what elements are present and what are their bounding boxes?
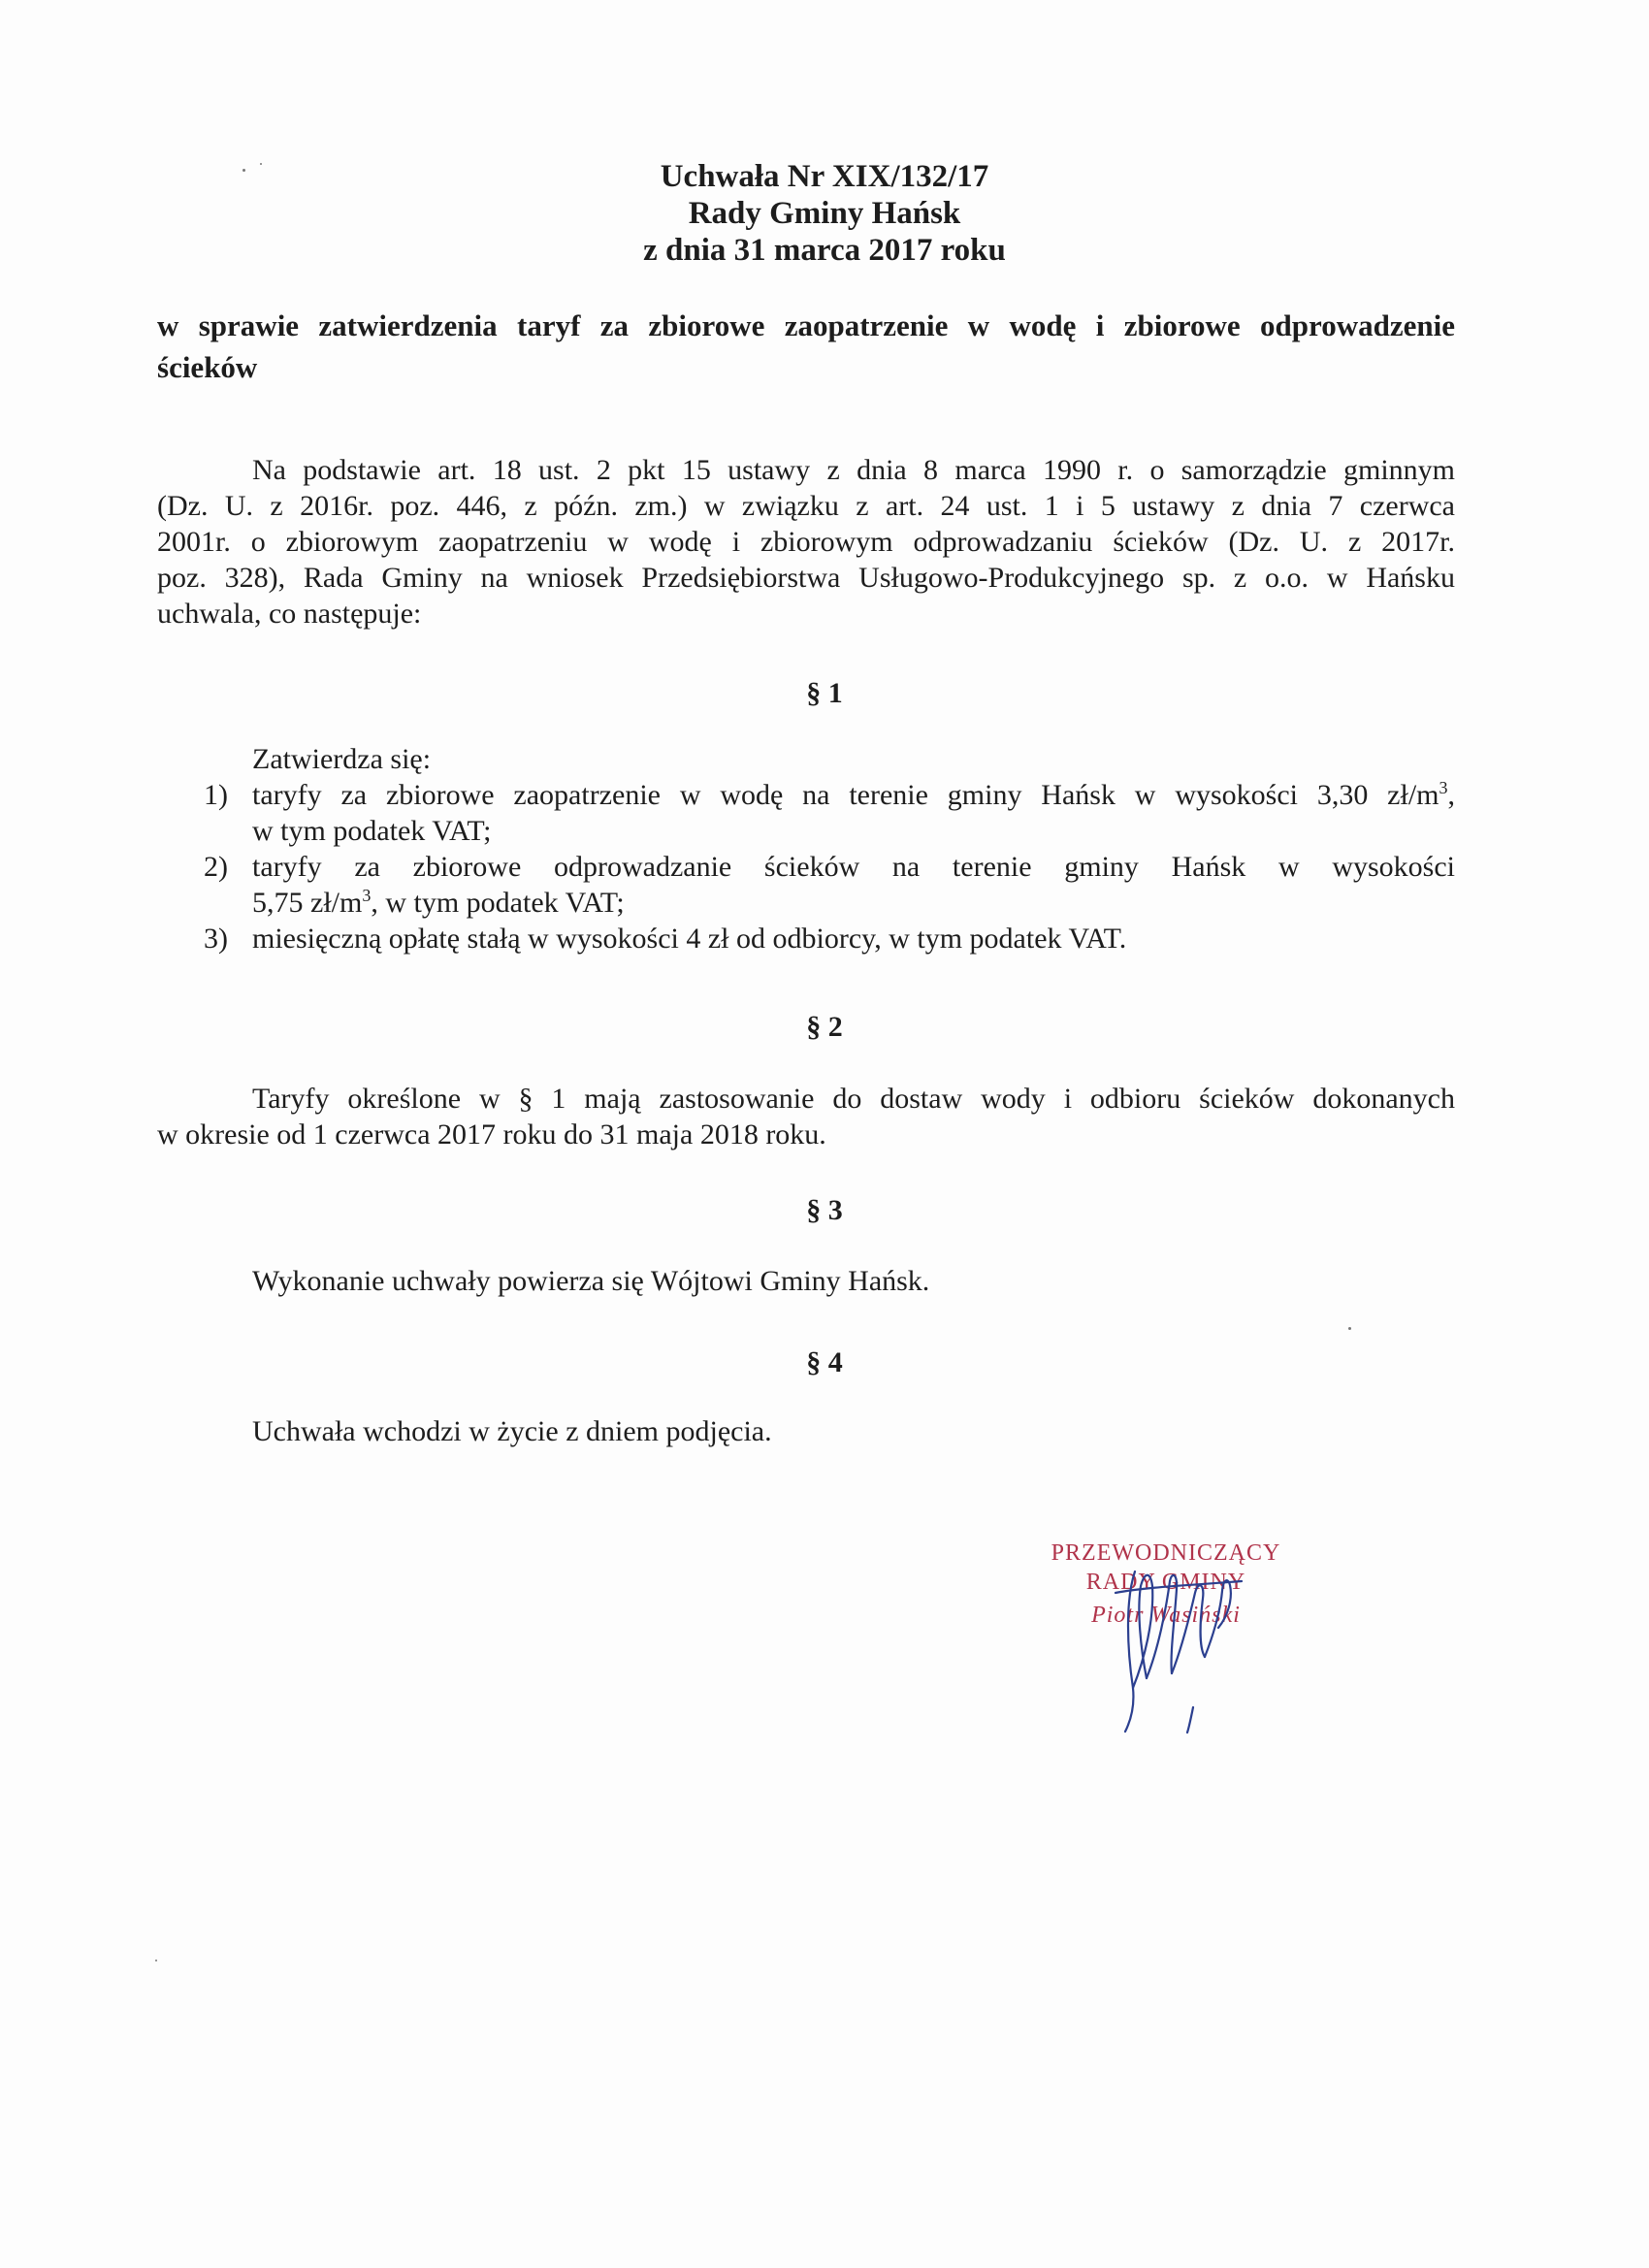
preamble-line: (Dz. U. z 2016r. poz. 446, z późn. zm.) w związku z art. 24 ust. 1 i 5 ustawy z dnia 7 czerwca [157,490,1455,522]
list-item-line: taryfy za zbiorowe zaopatrzenie w wodę na terenie gminy Hańsk w wysokości 3,30 $zł/m^3$, [252,778,1455,811]
list-item-number: 2) [204,851,228,883]
preamble-line: Na podstawie art. 18 ust. 2 pkt 15 ustawy z dnia 8 marca 1990 r. o samorządzie gminnym [252,454,1455,486]
resolution-number: Uchwała Nr XIX/132/17 [660,159,989,194]
list-item-number: 1) [204,779,228,811]
list-item [157,777,1455,849]
resolution-subject [157,305,1455,388]
section-2-mark: § 2 [806,1011,843,1043]
preamble-line: uchwala, co następuje: [157,598,422,630]
stamp-title: PRZEWODNICZĄCY [1051,1540,1281,1566]
scan-speck [155,1960,157,1961]
section-1-mark: § 1 [806,677,843,709]
section-3-mark: § 3 [806,1194,843,1226]
list-item [157,921,1455,956]
list-item-line: w tym podatek VAT; [252,815,492,847]
stamp-name: Piotr Wasiński [1091,1603,1241,1628]
list-item [157,849,1455,921]
preamble-line: 2001r. o zbiorowym zaopatrzeniu w wodę i zbiorowym odprowadzaniu ścieków (Dz. U. z 2017r. [157,526,1455,558]
scan-speck [1348,1327,1351,1330]
section-4-mark: § 4 [806,1346,843,1378]
stamp-council: RADY GMINY [1085,1570,1246,1595]
list-item-line: 5,75 $zł/m^3$, w tym podatek VAT; [252,886,625,919]
subject-line-2: ścieków [157,350,258,384]
subject-line-1: w sprawie zatwierdzenia taryf za zbiorowe zaopatrzenie w wodę i zbiorowe odprowadzenie [157,308,1455,342]
handwritten-signature [1077,1542,1300,1736]
scan-speck [260,163,262,165]
list-item-line: taryfy za zbiorowe odprowadzanie ścieków na terenie gminy Hańsk w wysokości [252,851,1455,883]
council-name: Rady Gminy Hańsk [688,196,961,231]
preamble-paragraph [157,452,1455,632]
section-3-text: Wykonanie uchwały powierza się Wójtowi Gminy Hańsk. [252,1265,930,1297]
tariff-list [157,777,1455,956]
section-2-paragraph [157,1081,1455,1152]
scan-speck [242,169,245,172]
resolution-date: z dnia 31 marca 2017 roku [643,233,1006,268]
section-1-intro: Zatwierdza się: [252,743,432,775]
list-item-number: 3) [204,923,228,955]
preamble-line: poz. 328), Rada Gminy na wniosek Przedsiębiorstwa Usługowo-Produkcyjnego sp. z o.o. w Hańsku [157,562,1455,594]
section-2-line: w okresie od 1 czerwca 2017 roku do 31 maja 2018 roku. [157,1118,826,1150]
section-2-line: Taryfy określone w § 1 mają zastosowanie do dostaw wody i odbioru ścieków dokonanych [252,1083,1455,1115]
section-4-text: Uchwała wchodzi w życie z dniem podjęcia. [252,1415,772,1447]
list-item-line: miesięczną opłatę stałą w wysokości 4 zł od odbiorcy, w tym podatek VAT. [252,923,1127,955]
